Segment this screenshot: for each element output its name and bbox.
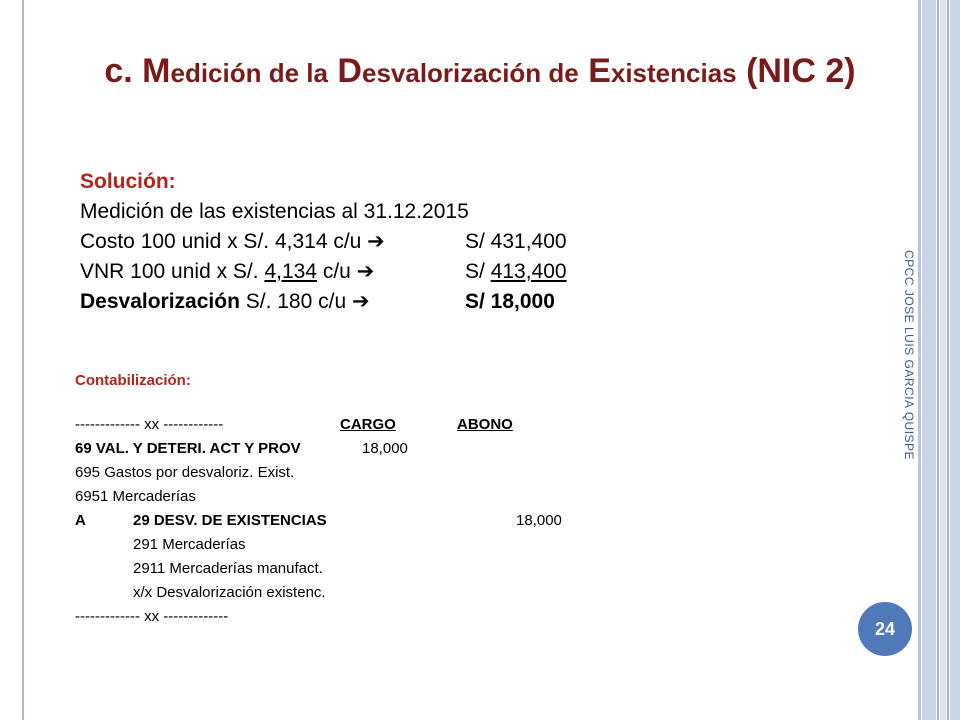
journal-row: 2911 Mercaderías manufact. bbox=[133, 560, 323, 577]
solution-heading: Solución: bbox=[80, 170, 176, 193]
journal-row: 6951 Mercaderías bbox=[75, 488, 196, 505]
vnr-row bbox=[80, 258, 600, 286]
abono-header: ABONO bbox=[457, 416, 513, 433]
cost-label: Costo 100 unid x S/. 4,314 c/u ➔ bbox=[80, 230, 385, 253]
vnr-label: VNR 100 unid x S/. bbox=[80, 260, 265, 283]
left-frame-line bbox=[22, 0, 24, 720]
journal-row bbox=[75, 510, 575, 532]
impairment-unit: S/. 180 c/u ➔ bbox=[239, 290, 370, 313]
accounting-heading: Contabilización: bbox=[75, 372, 191, 389]
cost-row bbox=[80, 228, 600, 256]
vnr-unit-price: 4,134 bbox=[264, 260, 317, 283]
slide-title: c. Medición de la Desvalorización de Existencias (NIC 2) bbox=[104, 52, 856, 90]
journal-row: 291 Mercaderías bbox=[133, 536, 246, 553]
credit-amount: 18,000 bbox=[516, 512, 562, 529]
vnr-label-end: c/u ➔ bbox=[317, 260, 375, 283]
journal-row bbox=[75, 438, 575, 460]
debit-amount: 18,000 bbox=[362, 440, 408, 457]
debit-account: 69 VAL. Y DETERI. ACT Y PROV bbox=[75, 440, 301, 457]
journal-header bbox=[75, 414, 575, 436]
right-decorative-stripes bbox=[918, 0, 960, 720]
cost-amount: S/ 431,400 bbox=[465, 230, 567, 253]
impairment-row bbox=[80, 288, 600, 316]
separator-bottom: ------------- xx ------------- bbox=[75, 608, 229, 625]
author-side-text: CPCC JOSE LUIS GARCIA QUISPE bbox=[902, 250, 916, 461]
separator-top: ------------- xx ------------ bbox=[75, 416, 224, 433]
measurement-line: Medición de las existencias al 31.12.2015 bbox=[80, 200, 469, 223]
journal-row: x/x Desvalorización existenc. bbox=[133, 584, 326, 601]
credit-marker: A bbox=[75, 512, 86, 529]
page-number-badge: 24 bbox=[858, 602, 912, 656]
credit-account: 29 DESV. DE EXISTENCIAS bbox=[133, 512, 327, 529]
impairment-label: Desvalorización bbox=[80, 290, 240, 313]
cargo-header: CARGO bbox=[340, 416, 396, 433]
vnr-amount: S/ 413,400 bbox=[465, 260, 567, 283]
impairment-amount: S/ 18,000 bbox=[465, 290, 555, 313]
journal-row: 695 Gastos por desvaloriz. Exist. bbox=[75, 464, 295, 481]
